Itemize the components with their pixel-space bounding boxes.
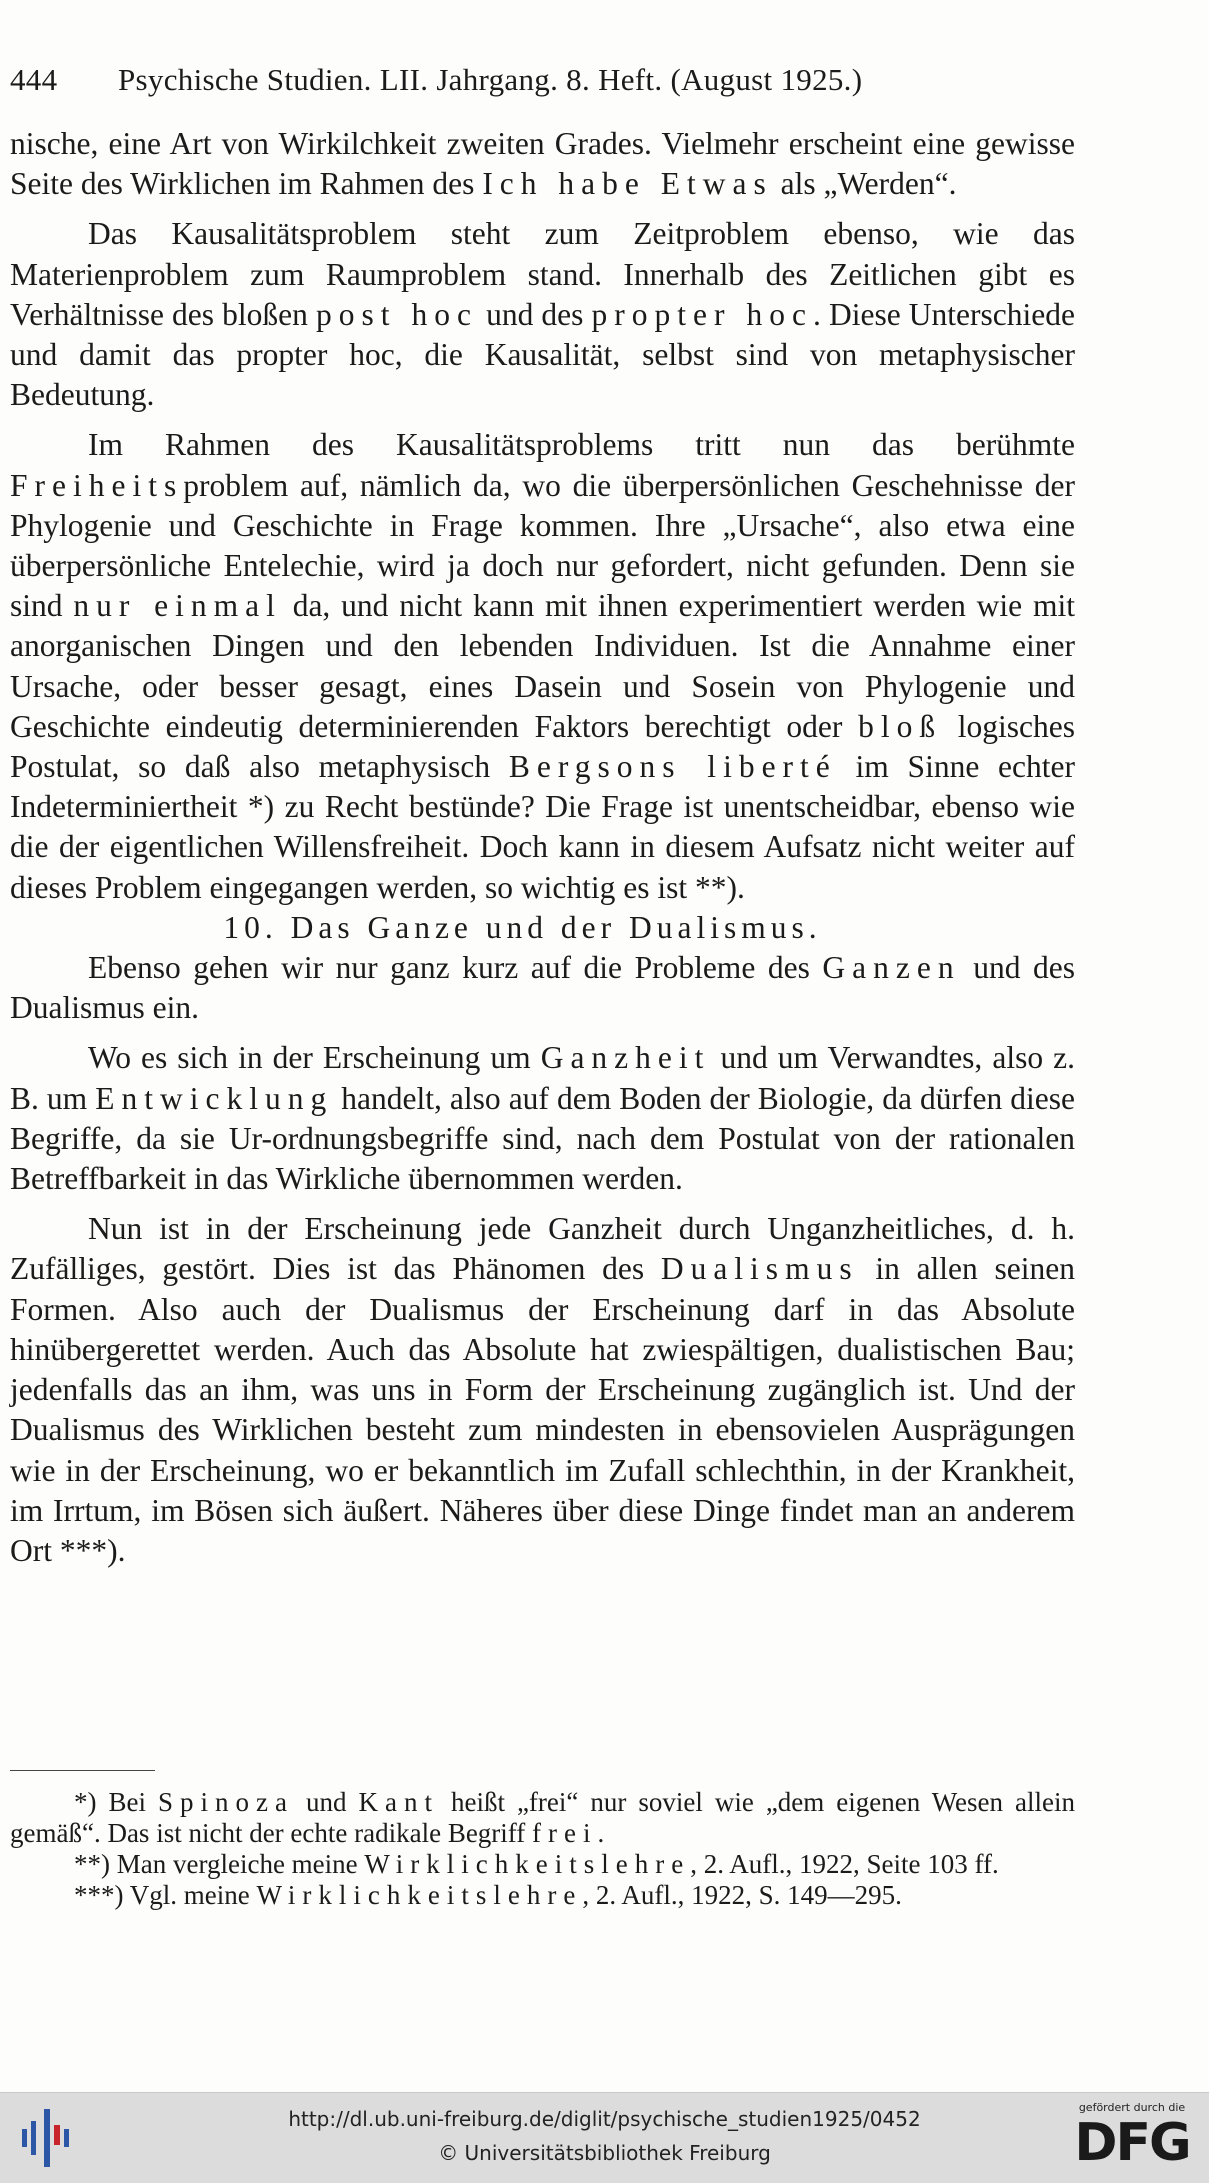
paragraph-6: Nun ist in der Erscheinung jede Ganzheit durch Unganzheitliches, d. h. Zufälliges, gestört. Dies ist das Phänomen des Dualismus in allen seinen Formen. Also auch der Dualismus der Erscheinung darf in das Absolute hinübergerettet werden. Auch das Absolute hat zwiespältigen, dualistischen Bau; jedenfalls das an ihm, was uns in Form der Erscheinung zugänglich ist. Und der Dualismus des Wirklichen besteht zum mindesten in ebensovielen Ausprägungen wie in der Erscheinung, wo er bekanntlich im Zufall schlechthin, in der Krankheit, im Irrtum, im Bösen sich äußert. Näheres über diese Dinge findet man an anderem Ort ***).	[10, 1211, 1075, 1568]
running-title: Psychische Studien. LII. Jahrgang. 8. Heft. (August 1925.)	[118, 62, 863, 97]
paragraph-2: Das Kausalitätsproblem steht zum Zeitproblem ebenso, wie das Materienproblem zum Raumproblem stand. Innerhalb des Zeitlichen gibt es Verhältnisse des bloßen post hoc und des propter hoc. Diese Unterschiede und damit das propter hoc, die Kausalität, selbst sind von metaphysischer Bedeutung.	[10, 216, 1075, 413]
running-header	[10, 62, 1010, 98]
paragraph-4: Ebenso gehen wir nur ganz kurz auf die Probleme des Ganzen und des Dualismus ein.	[10, 950, 1075, 1026]
permalink-url[interactable]: http://dl.ub.uni-freiburg.de/diglit/psychische_studien1925/0452	[288, 2107, 921, 2131]
dfg-funder-logo	[1069, 2101, 1195, 2171]
footnote-rule	[10, 1770, 155, 1771]
footnote-2: **) Man vergleiche meine Wirklichkeitslehre, 2. Aufl., 1922, Seite 103 ff.	[74, 1849, 999, 1879]
paragraph-3: Im Rahmen des Kausalitätsproblems tritt nun das berühmte Freiheitsproblem auf, nämlich da, wo die überpersönlichen Geschehnisse der Phylogenie und Geschichte in Frage kommen. Ihre „Ursache“, also etwa eine überpersönliche Entelechie, wird ja doch nur gefordert, nicht gefunden. Denn sie sind nur einmal da, und nicht kann mit ihnen experimentiert werden wie mit anorganischen Dingen und den lebenden Individuen. Ist die Annahme einer Ursache, oder besser gesagt, eines Dasein und Sosein von Phylogenie und Geschichte eindeutig determinierenden Faktors berechtigt oder bloß logisches Postulat, so daß also metaphysisch Bergsons liberté im Sinne echter Indeterminiertheit *) zu Recht bestünde? Die Frage ist unentscheidbar, ebenso wie die der eigentlichen Willensfreiheit. Doch kann in diesem Aufsatz nicht weiter auf dieses Problem eingegangen werden, so wichtig es ist **).	[10, 427, 1075, 905]
footnotes	[10, 1787, 1075, 1911]
funder-caption: gefördert durch die	[1078, 2101, 1186, 2114]
dfg-logo-text: DFG	[1074, 2113, 1190, 2173]
paragraph-5: Wo es sich in der Erscheinung um Ganzheit und um Verwandtes, also z. B. um Entwicklung handelt, also auf dem Boden der Biologie, da dürfen diese Begriffe, da sie Ur-ordnungsbegriffe sind, nach dem Postulat von der rationalen Betreffbarkeit in das Wirkliche übernommen werden.	[10, 1040, 1075, 1197]
copyright-notice: © Universitätsbibliothek Freiburg	[438, 2141, 771, 2165]
viewer-footer	[0, 2092, 1209, 2183]
page-number: 444	[10, 62, 58, 97]
paragraph-1: nische, eine Art von Wirkilchkeit zweiten Grades. Vielmehr erscheint eine gewisse Seite des Wirklichen im Rahmen des Ich habe Etwas als „Werden“.	[10, 126, 1075, 202]
footnote-3: ***) Vgl. meine Wirklichkeitslehre, 2. Aufl., 1922, S. 149—295.	[74, 1880, 902, 1910]
section-heading: 10. Das Ganze und der Dualismus.	[223, 909, 822, 945]
footnote-1: *) Bei Spinoza und Kant heißt „frei“ nur soviel wie „dem eigenen Wesen allein gemäß“. Das ist nicht der echte radikale Begriff frei.	[10, 1787, 1075, 1848]
body-text	[10, 124, 1075, 1571]
